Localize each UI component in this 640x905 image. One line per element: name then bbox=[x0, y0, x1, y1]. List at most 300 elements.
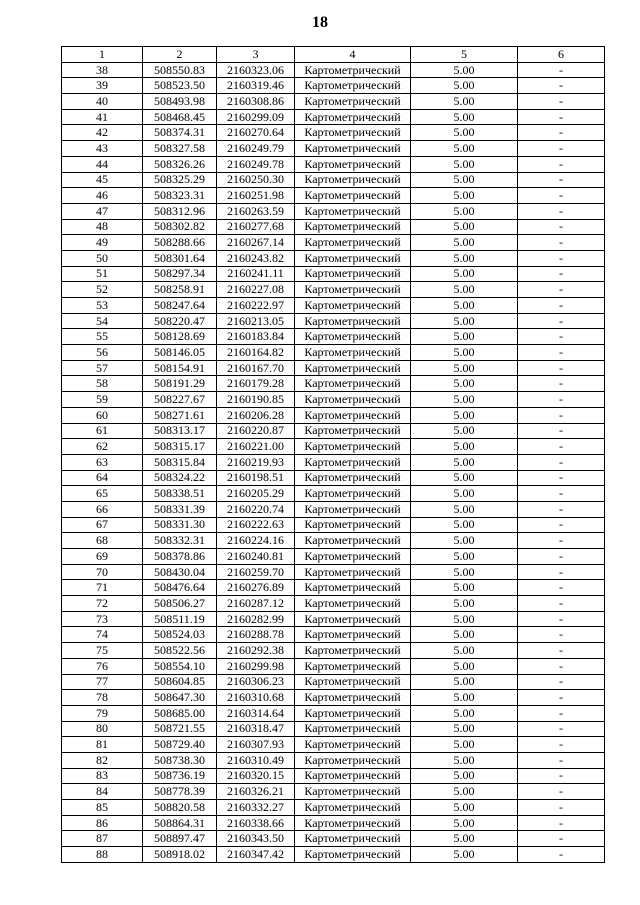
table-cell: - bbox=[518, 125, 605, 141]
table-row bbox=[62, 705, 605, 721]
table-cell: - bbox=[518, 141, 605, 157]
table-cell: 5.00 bbox=[411, 78, 518, 94]
table-cell: - bbox=[518, 596, 605, 612]
table-cell: 508864.31 bbox=[143, 815, 217, 831]
table-cell: 508271.61 bbox=[143, 407, 217, 423]
table-row bbox=[62, 658, 605, 674]
table-cell: Картометрический bbox=[295, 784, 411, 800]
table-row bbox=[62, 266, 605, 282]
table-cell: 5.00 bbox=[411, 392, 518, 408]
table-row bbox=[62, 94, 605, 110]
table-cell: 2160306.23 bbox=[217, 674, 295, 690]
table-cell: 5.00 bbox=[411, 815, 518, 831]
table-cell: Картометрический bbox=[295, 188, 411, 204]
table-cell: Картометрический bbox=[295, 721, 411, 737]
table-row bbox=[62, 454, 605, 470]
table-row bbox=[62, 360, 605, 376]
table-cell: 2160221.00 bbox=[217, 439, 295, 455]
table-cell: Картометрический bbox=[295, 643, 411, 659]
table-cell: 5.00 bbox=[411, 658, 518, 674]
table-cell: 508302.82 bbox=[143, 219, 217, 235]
table-cell: 2160320.15 bbox=[217, 768, 295, 784]
table-cell: 2160249.78 bbox=[217, 156, 295, 172]
table-cell: Картометрический bbox=[295, 752, 411, 768]
table-cell: 88 bbox=[62, 847, 143, 863]
table-cell: - bbox=[518, 219, 605, 235]
table-cell: Картометрический bbox=[295, 580, 411, 596]
table-cell: 2160308.86 bbox=[217, 94, 295, 110]
table-row bbox=[62, 517, 605, 533]
table-row bbox=[62, 125, 605, 141]
table-cell: - bbox=[518, 250, 605, 266]
table-cell: Картометрический bbox=[295, 329, 411, 345]
table-cell: Картометрический bbox=[295, 423, 411, 439]
table-cell: 5.00 bbox=[411, 674, 518, 690]
table-cell: 73 bbox=[62, 611, 143, 627]
table-cell: - bbox=[518, 156, 605, 172]
table-cell: 54 bbox=[62, 313, 143, 329]
table-row bbox=[62, 580, 605, 596]
table-cell: 5.00 bbox=[411, 596, 518, 612]
table-cell: 508325.29 bbox=[143, 172, 217, 188]
table-cell: - bbox=[518, 815, 605, 831]
table-cell: 5.00 bbox=[411, 250, 518, 266]
table-cell: - bbox=[518, 627, 605, 643]
table-cell: 508721.55 bbox=[143, 721, 217, 737]
table-cell: 508338.51 bbox=[143, 486, 217, 502]
table-cell: Картометрический bbox=[295, 564, 411, 580]
table-row bbox=[62, 62, 605, 78]
table-cell: Картометрический bbox=[295, 768, 411, 784]
table-cell: 508258.91 bbox=[143, 282, 217, 298]
table-cell: Картометрический bbox=[295, 345, 411, 361]
table-cell: 71 bbox=[62, 580, 143, 596]
table-cell: - bbox=[518, 800, 605, 816]
table-cell: 5.00 bbox=[411, 470, 518, 486]
table-row bbox=[62, 219, 605, 235]
table-cell: - bbox=[518, 188, 605, 204]
table-cell: - bbox=[518, 705, 605, 721]
table-cell: 508331.30 bbox=[143, 517, 217, 533]
table-cell: Картометрический bbox=[295, 156, 411, 172]
table-cell: - bbox=[518, 533, 605, 549]
table-row bbox=[62, 611, 605, 627]
table-cell: - bbox=[518, 564, 605, 580]
table-cell: 87 bbox=[62, 831, 143, 847]
table-row bbox=[62, 486, 605, 502]
table-cell: Картометрический bbox=[295, 125, 411, 141]
table-cell: Картометрический bbox=[295, 141, 411, 157]
table-cell: 508430.04 bbox=[143, 564, 217, 580]
table-cell: - bbox=[518, 768, 605, 784]
table-cell: 2160213.05 bbox=[217, 313, 295, 329]
table-cell: Картометрический bbox=[295, 250, 411, 266]
table-cell: 5.00 bbox=[411, 423, 518, 439]
table-cell: 508820.58 bbox=[143, 800, 217, 816]
table-cell: Картометрический bbox=[295, 235, 411, 251]
table-cell: 38 bbox=[62, 62, 143, 78]
table-cell: 508729.40 bbox=[143, 737, 217, 753]
table-row bbox=[62, 423, 605, 439]
table-row bbox=[62, 250, 605, 266]
table-cell: Картометрический bbox=[295, 674, 411, 690]
table-cell: 51 bbox=[62, 266, 143, 282]
table-cell: 508324.22 bbox=[143, 470, 217, 486]
table-cell: Картометрический bbox=[295, 94, 411, 110]
table-row bbox=[62, 156, 605, 172]
table-cell: 5.00 bbox=[411, 517, 518, 533]
table-cell: - bbox=[518, 486, 605, 502]
table-cell: 5.00 bbox=[411, 800, 518, 816]
table-cell: 48 bbox=[62, 219, 143, 235]
table-cell: - bbox=[518, 454, 605, 470]
table-cell: 508220.47 bbox=[143, 313, 217, 329]
table-cell: 508685.00 bbox=[143, 705, 217, 721]
table-cell: 2160310.68 bbox=[217, 690, 295, 706]
table-cell: 5.00 bbox=[411, 501, 518, 517]
table-cell: 5.00 bbox=[411, 705, 518, 721]
table-cell: 5.00 bbox=[411, 533, 518, 549]
table-cell: 508554.10 bbox=[143, 658, 217, 674]
table-cell: 5.00 bbox=[411, 376, 518, 392]
table-cell: - bbox=[518, 423, 605, 439]
table-row bbox=[62, 407, 605, 423]
table-cell: 508738.30 bbox=[143, 752, 217, 768]
table-cell: 45 bbox=[62, 172, 143, 188]
table-cell: - bbox=[518, 784, 605, 800]
table-cell: 2160222.97 bbox=[217, 298, 295, 314]
table-cell: 2160282.99 bbox=[217, 611, 295, 627]
table-cell: 5.00 bbox=[411, 549, 518, 565]
table-cell: Картометрический bbox=[295, 596, 411, 612]
table-cell: 508918.02 bbox=[143, 847, 217, 863]
table-cell: 40 bbox=[62, 94, 143, 110]
table-cell: - bbox=[518, 501, 605, 517]
table-cell: 2160292.38 bbox=[217, 643, 295, 659]
table-cell: 5.00 bbox=[411, 109, 518, 125]
table-cell: Картометрический bbox=[295, 62, 411, 78]
coordinates-table bbox=[61, 46, 605, 863]
table-cell: - bbox=[518, 282, 605, 298]
table-cell: 508331.39 bbox=[143, 501, 217, 517]
table-row bbox=[62, 345, 605, 361]
table-cell: 508493.98 bbox=[143, 94, 217, 110]
table-cell: 5.00 bbox=[411, 203, 518, 219]
table-row bbox=[62, 768, 605, 784]
table-cell: - bbox=[518, 674, 605, 690]
table-cell: 508327.58 bbox=[143, 141, 217, 157]
table-row bbox=[62, 501, 605, 517]
table-cell: 53 bbox=[62, 298, 143, 314]
table-cell: 508146.05 bbox=[143, 345, 217, 361]
table-cell: 508301.64 bbox=[143, 250, 217, 266]
table-cell: 2160205.29 bbox=[217, 486, 295, 502]
table-cell: 2160343.50 bbox=[217, 831, 295, 847]
table-cell: Картометрический bbox=[295, 298, 411, 314]
table-cell: - bbox=[518, 658, 605, 674]
table-cell: 5.00 bbox=[411, 172, 518, 188]
table-row bbox=[62, 674, 605, 690]
table-cell: 508897.47 bbox=[143, 831, 217, 847]
table-cell: Картометрический bbox=[295, 109, 411, 125]
table-cell: 5.00 bbox=[411, 564, 518, 580]
table-row bbox=[62, 235, 605, 251]
table-cell: Картометрический bbox=[295, 470, 411, 486]
table-cell: - bbox=[518, 78, 605, 94]
table-cell: 508313.17 bbox=[143, 423, 217, 439]
table-cell: 508326.26 bbox=[143, 156, 217, 172]
table-row bbox=[62, 721, 605, 737]
table-cell: 2160206.28 bbox=[217, 407, 295, 423]
table-cell: 5.00 bbox=[411, 737, 518, 753]
table-cell: 5.00 bbox=[411, 721, 518, 737]
table-cell: 74 bbox=[62, 627, 143, 643]
table-cell: 67 bbox=[62, 517, 143, 533]
table-cell: 2160267.14 bbox=[217, 235, 295, 251]
table-cell: 81 bbox=[62, 737, 143, 753]
table-cell: 2160240.81 bbox=[217, 549, 295, 565]
table-cell: 508647.30 bbox=[143, 690, 217, 706]
table-cell: 2160164.82 bbox=[217, 345, 295, 361]
table-cell: 2160299.09 bbox=[217, 109, 295, 125]
table-cell: 2160307.93 bbox=[217, 737, 295, 753]
table-cell: - bbox=[518, 62, 605, 78]
table-cell: 2160220.74 bbox=[217, 501, 295, 517]
table-cell: Картометрический bbox=[295, 282, 411, 298]
table-cell: 64 bbox=[62, 470, 143, 486]
table-cell: 508227.67 bbox=[143, 392, 217, 408]
table-cell: 5.00 bbox=[411, 188, 518, 204]
table-cell: Картометрический bbox=[295, 454, 411, 470]
table-cell: Картометрический bbox=[295, 690, 411, 706]
table-cell: 66 bbox=[62, 501, 143, 517]
table-cell: 508312.96 bbox=[143, 203, 217, 219]
table-cell: 2160263.59 bbox=[217, 203, 295, 219]
table-cell: Картометрический bbox=[295, 313, 411, 329]
table-cell: 508736.19 bbox=[143, 768, 217, 784]
table-cell: Картометрический bbox=[295, 737, 411, 753]
table-cell: 5.00 bbox=[411, 219, 518, 235]
table-row bbox=[62, 627, 605, 643]
table-cell: - bbox=[518, 752, 605, 768]
table-cell: 2160288.78 bbox=[217, 627, 295, 643]
table-cell: Картометрический bbox=[295, 533, 411, 549]
table-cell: 508778.39 bbox=[143, 784, 217, 800]
table-cell: - bbox=[518, 360, 605, 376]
table-cell: 5.00 bbox=[411, 847, 518, 863]
table-cell: - bbox=[518, 549, 605, 565]
table-cell: 2160198.51 bbox=[217, 470, 295, 486]
table-cell: - bbox=[518, 407, 605, 423]
table-cell: 2160347.42 bbox=[217, 847, 295, 863]
column-header: 3 bbox=[217, 47, 295, 63]
table-cell: 2160224.16 bbox=[217, 533, 295, 549]
table-cell: 44 bbox=[62, 156, 143, 172]
table-cell: Картометрический bbox=[295, 627, 411, 643]
table-cell: 2160249.79 bbox=[217, 141, 295, 157]
table-cell: - bbox=[518, 847, 605, 863]
table-cell: 5.00 bbox=[411, 627, 518, 643]
table-cell: Картометрический bbox=[295, 392, 411, 408]
table-cell: 68 bbox=[62, 533, 143, 549]
table-cell: 2160227.08 bbox=[217, 282, 295, 298]
table-cell: 70 bbox=[62, 564, 143, 580]
table-cell: 43 bbox=[62, 141, 143, 157]
table-row bbox=[62, 203, 605, 219]
table-cell: 508523.50 bbox=[143, 78, 217, 94]
table-cell: 2160220.87 bbox=[217, 423, 295, 439]
table-cell: - bbox=[518, 345, 605, 361]
column-header: 4 bbox=[295, 47, 411, 63]
table-cell: - bbox=[518, 470, 605, 486]
table-cell: Картометрический bbox=[295, 611, 411, 627]
table-cell: 49 bbox=[62, 235, 143, 251]
table-cell: 2160314.64 bbox=[217, 705, 295, 721]
column-header: 2 bbox=[143, 47, 217, 63]
table-cell: 508522.56 bbox=[143, 643, 217, 659]
table-row bbox=[62, 596, 605, 612]
table-row bbox=[62, 690, 605, 706]
table-cell: Картометрический bbox=[295, 831, 411, 847]
table-cell: 2160332.27 bbox=[217, 800, 295, 816]
table-cell: 2160287.12 bbox=[217, 596, 295, 612]
table-cell: 5.00 bbox=[411, 690, 518, 706]
table-cell: 2160326.21 bbox=[217, 784, 295, 800]
page-number: 18 bbox=[312, 14, 328, 31]
table-row bbox=[62, 847, 605, 863]
table-cell: Картометрический bbox=[295, 847, 411, 863]
table-cell: 69 bbox=[62, 549, 143, 565]
table-cell: 508315.84 bbox=[143, 454, 217, 470]
table-row bbox=[62, 439, 605, 455]
table-cell: - bbox=[518, 329, 605, 345]
table-row bbox=[62, 298, 605, 314]
table-cell: 508191.29 bbox=[143, 376, 217, 392]
table-row bbox=[62, 329, 605, 345]
table-row bbox=[62, 815, 605, 831]
table-cell: 508506.27 bbox=[143, 596, 217, 612]
table-cell: 2160277.68 bbox=[217, 219, 295, 235]
table-cell: - bbox=[518, 690, 605, 706]
table-cell: 79 bbox=[62, 705, 143, 721]
table-cell: 61 bbox=[62, 423, 143, 439]
table-cell: 508476.64 bbox=[143, 580, 217, 596]
table-row bbox=[62, 784, 605, 800]
table-cell: 5.00 bbox=[411, 454, 518, 470]
table-cell: 58 bbox=[62, 376, 143, 392]
table-cell: Картометрический bbox=[295, 517, 411, 533]
table-cell: 75 bbox=[62, 643, 143, 659]
table-row bbox=[62, 172, 605, 188]
table-cell: 5.00 bbox=[411, 611, 518, 627]
table-row bbox=[62, 313, 605, 329]
table-row bbox=[62, 141, 605, 157]
table-cell: 508511.19 bbox=[143, 611, 217, 627]
table-cell: Картометрический bbox=[295, 705, 411, 721]
table-cell: 47 bbox=[62, 203, 143, 219]
table-cell: - bbox=[518, 298, 605, 314]
table-cell: 508604.85 bbox=[143, 674, 217, 690]
table-header bbox=[62, 47, 605, 63]
table-row bbox=[62, 392, 605, 408]
table-cell: 46 bbox=[62, 188, 143, 204]
table-cell: 42 bbox=[62, 125, 143, 141]
table-cell: 508288.66 bbox=[143, 235, 217, 251]
table-cell: Картометрический bbox=[295, 658, 411, 674]
table-row bbox=[62, 643, 605, 659]
table-cell: 2160183.84 bbox=[217, 329, 295, 345]
table-cell: 41 bbox=[62, 109, 143, 125]
table-cell: - bbox=[518, 203, 605, 219]
table-cell: 52 bbox=[62, 282, 143, 298]
table-row bbox=[62, 533, 605, 549]
table-cell: 39 bbox=[62, 78, 143, 94]
table-cell: Картометрический bbox=[295, 439, 411, 455]
column-header: 5 bbox=[411, 47, 518, 63]
table-row bbox=[62, 78, 605, 94]
table-cell: 83 bbox=[62, 768, 143, 784]
table-row bbox=[62, 282, 605, 298]
table-cell: 2160167.70 bbox=[217, 360, 295, 376]
table-row bbox=[62, 564, 605, 580]
table-cell: 2160299.98 bbox=[217, 658, 295, 674]
table-cell: 5.00 bbox=[411, 752, 518, 768]
table-cell: - bbox=[518, 235, 605, 251]
table-cell: 508128.69 bbox=[143, 329, 217, 345]
table-row bbox=[62, 831, 605, 847]
table-row bbox=[62, 188, 605, 204]
table-cell: - bbox=[518, 580, 605, 596]
table-cell: 508550.83 bbox=[143, 62, 217, 78]
table-cell: Картометрический bbox=[295, 219, 411, 235]
table-cell: Картометрический bbox=[295, 815, 411, 831]
table-cell: 50 bbox=[62, 250, 143, 266]
table-cell: - bbox=[518, 831, 605, 847]
table-cell: 2160251.98 bbox=[217, 188, 295, 204]
table-cell: - bbox=[518, 266, 605, 282]
table-cell: 508297.34 bbox=[143, 266, 217, 282]
table-cell: 508374.31 bbox=[143, 125, 217, 141]
table-cell: - bbox=[518, 439, 605, 455]
table-cell: 78 bbox=[62, 690, 143, 706]
table-cell: 5.00 bbox=[411, 156, 518, 172]
table-cell: 62 bbox=[62, 439, 143, 455]
table-cell: Картометрический bbox=[295, 407, 411, 423]
table-cell: Картометрический bbox=[295, 376, 411, 392]
table-cell: 72 bbox=[62, 596, 143, 612]
table-cell: - bbox=[518, 611, 605, 627]
table-cell: 2160310.49 bbox=[217, 752, 295, 768]
table-cell: 2160219.93 bbox=[217, 454, 295, 470]
table-cell: 76 bbox=[62, 658, 143, 674]
table-cell: 508524.03 bbox=[143, 627, 217, 643]
table-cell: 5.00 bbox=[411, 345, 518, 361]
table-cell: 5.00 bbox=[411, 407, 518, 423]
table-row bbox=[62, 376, 605, 392]
table-cell: 5.00 bbox=[411, 141, 518, 157]
table-cell: - bbox=[518, 643, 605, 659]
table-cell: 5.00 bbox=[411, 784, 518, 800]
table-cell: 5.00 bbox=[411, 266, 518, 282]
table-row bbox=[62, 470, 605, 486]
table-cell: 5.00 bbox=[411, 768, 518, 784]
table-cell: 59 bbox=[62, 392, 143, 408]
table-row bbox=[62, 737, 605, 753]
table-cell: 5.00 bbox=[411, 831, 518, 847]
table-cell: 56 bbox=[62, 345, 143, 361]
table-cell: Картометрический bbox=[295, 172, 411, 188]
table-cell: Картометрический bbox=[295, 800, 411, 816]
